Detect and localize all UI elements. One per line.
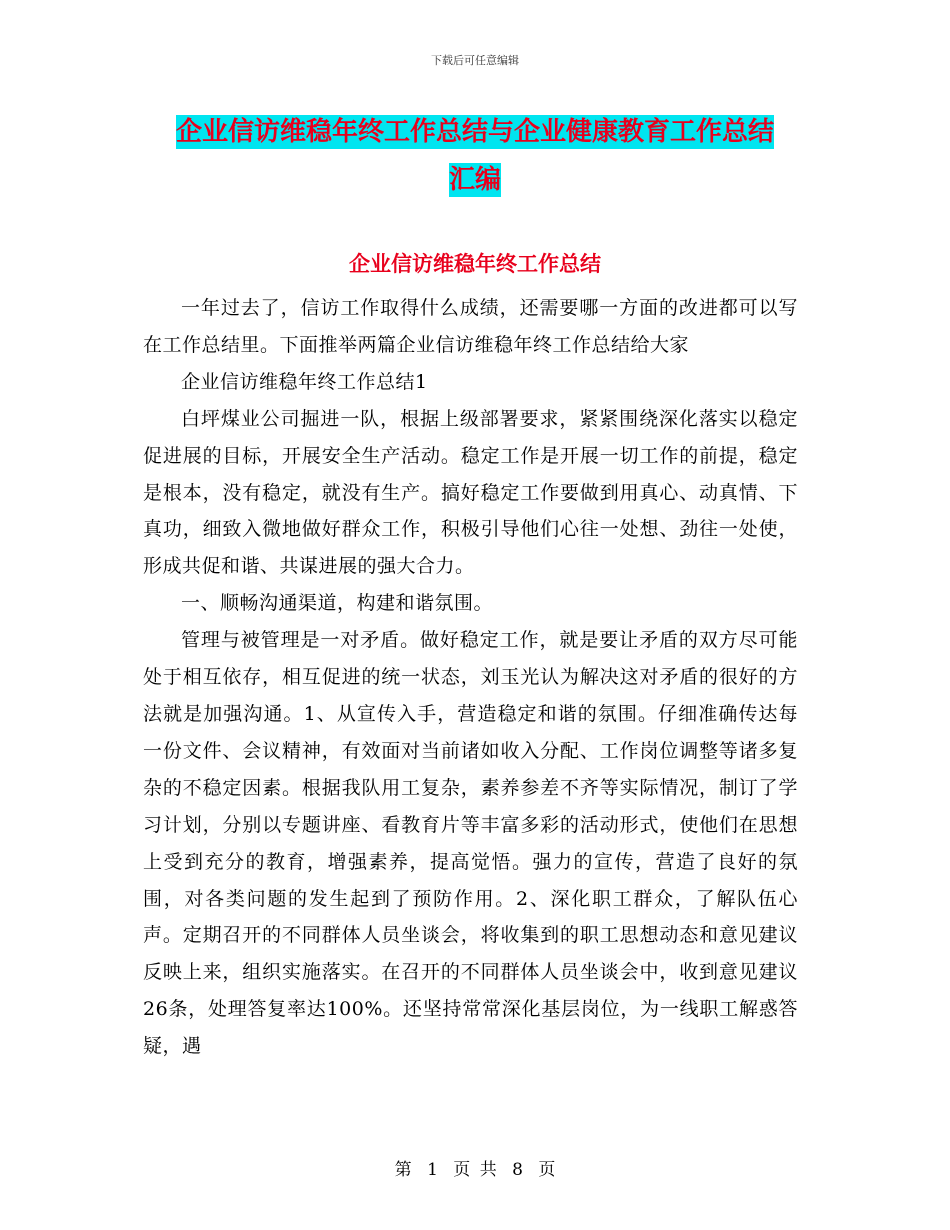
footer-middle: 页 共 <box>453 1160 497 1180</box>
footer-suffix: 页 <box>538 1160 556 1180</box>
document-title-line-2: 汇编 <box>448 165 501 195</box>
paragraph-heading-one: 一、顺畅沟通渠道，构建和谐氛围。 <box>181 592 494 615</box>
paragraph-intro: 一年过去了，信访工作取得什么成绩，还需要哪一方面的改进都可以写在工作总结里。下面推举两篇企业信访维稳年终工作总结给大家 <box>143 297 798 356</box>
document-body <box>143 290 798 1065</box>
paragraph-subtitle: 企业信访维稳年终工作总结1 <box>181 370 428 393</box>
footer-total-pages: 8 <box>512 1160 523 1180</box>
page-footer <box>0 1155 950 1180</box>
document-title-line-1: 企业信访维稳年终工作总结与企业健康教育工作总结 <box>175 117 774 147</box>
paragraph-overview: 白坪煤业公司掘进一队，根据上级部署要求，紧紧围绕深化落实以稳定促进展的目标，开展安全生产活动。稳定工作是开展一切工作的前提，稳定是根本，没有稳定，就没有生产。搞好稳定工作要做到用真心、动真情、下真功，细致入微地做好群众工作，积极引导他们心往一处想、劲往一处使，形成共促和谐、共谋进展的强大合力。 <box>143 407 798 578</box>
footer-prefix: 第 <box>394 1160 412 1180</box>
footer-page-number: 1 <box>427 1160 438 1180</box>
document-title <box>0 108 950 204</box>
paragraph-communication: 管理与被管理是一对矛盾。做好稳定工作，就是要让矛盾的双方尽可能处于相互依存，相互促进的统一状态，刘玉光认为解决这对矛盾的很好的方法就是加强沟通。1、从宣传入手，营造稳定和谐的氛围。仔细准确传达每一份文件、会议精神，有效面对当前诸如收入分配、工作岗位调整等诸多复杂的不稳定因素。根据我队用工复杂，素养参差不齐等实际情况，制订了学习计划，分别以专题讲座、看教育片等丰富多彩的活动形式，使他们在思想上受到充分的教育，增强素养，提高觉悟。强力的宣传，营造了良好的氛围，对各类问题的发生起到了预防作用。2、深化职工群众，了解队伍心声。定期召开的不同群体人员坐谈会，将收集到的职工思想动态和意见建议反映上来，组织实施落实。在召开的不同群体人员坐谈会中，收到意见建议26条，处理答复率达100%。还坚持常常深化基层岗位，为一线职工解惑答疑，遇 <box>143 629 798 1058</box>
header-note: 下载后可任意编辑 <box>431 54 519 67</box>
section-title: 企业信访维稳年终工作总结 <box>349 252 601 276</box>
